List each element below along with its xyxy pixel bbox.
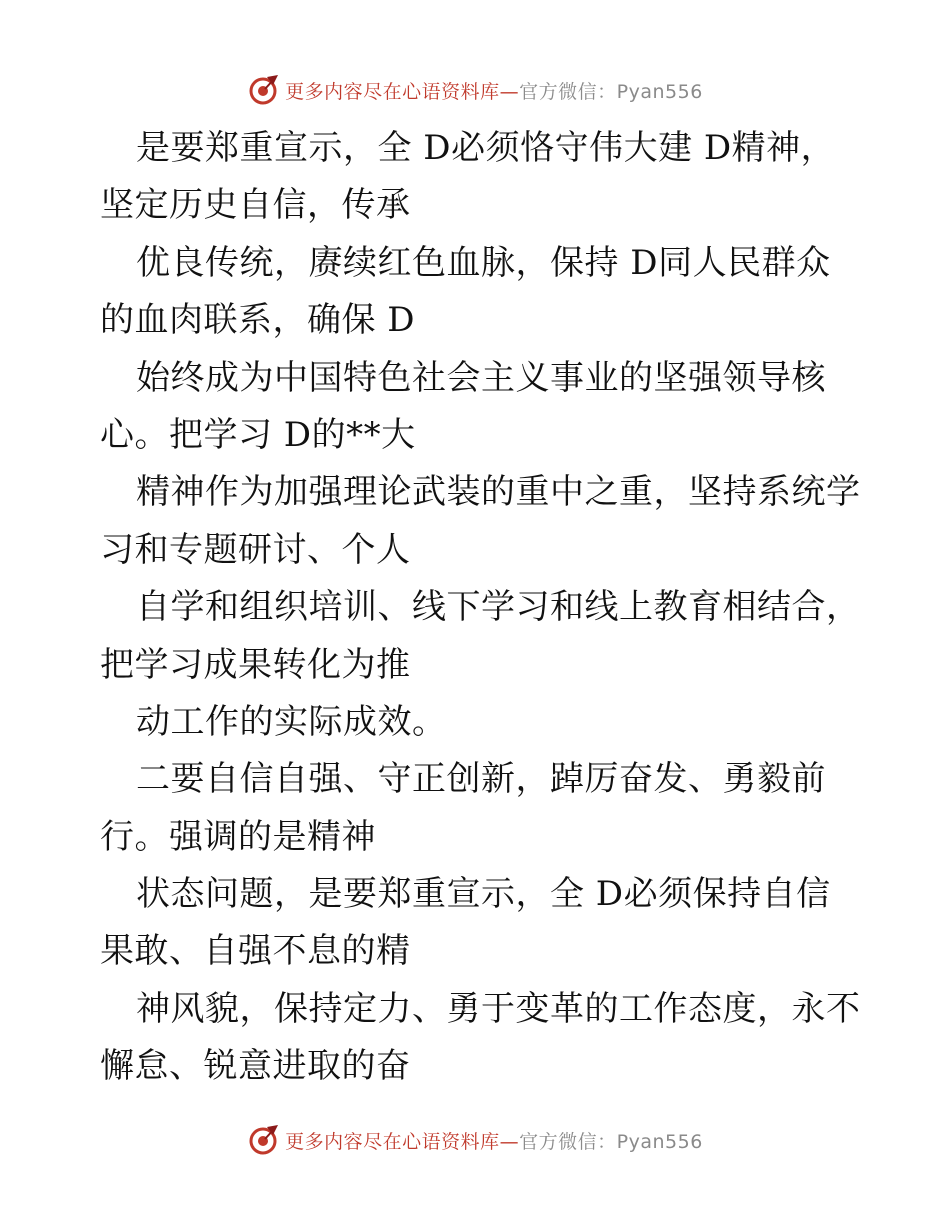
text-line: 心。把学习 D的**大	[100, 414, 416, 455]
text-line: 二要自信自强、守正创新，踔厉奋发、勇毅前	[136, 759, 826, 800]
header-text	[285, 77, 703, 104]
text-line: 把学习成果转化为推	[100, 644, 411, 685]
text-line: 行。强调的是精神	[100, 816, 376, 857]
text-line: 神风貌，保持定力、勇于变革的工作态度，永不	[136, 988, 861, 1029]
text-line: 是要郑重宣示，全 D必须恪守伟大建 D精神，	[136, 128, 836, 168]
text-line: 精神作为加强理论武装的重中之重，坚持系统学	[136, 472, 861, 513]
text-line: 自学和组织培训、线下学习和线上教育相结合，	[136, 587, 861, 628]
text-line: 优良传统，赓续红色血脉，保持 D同人民群众	[136, 242, 831, 283]
text-line: 状态问题，是要郑重宣示，全 D必须保持自信	[136, 874, 831, 915]
text-line: 坚定历史自信，传承	[100, 185, 411, 226]
header-banner	[0, 70, 950, 110]
footer-slogan: 更多内容尽在心语资料库—	[285, 1130, 520, 1153]
text-line: 动工作的实际成效。	[136, 701, 447, 742]
text-line: 果敢、自强不息的精	[100, 931, 411, 972]
header-slogan: 更多内容尽在心语资料库—	[285, 80, 520, 103]
text-line: 的血肉联系，确保 D	[100, 300, 416, 341]
text-line: 始终成为中国特色社会主义事业的坚强领导核	[136, 357, 826, 398]
footer-text	[285, 1127, 703, 1154]
footer-wechat: 官方微信：Pyan556	[519, 1130, 703, 1153]
document-body	[100, 120, 880, 1096]
text-line: 懈怠、锐意进取的奋	[100, 1046, 411, 1087]
header-wechat: 官方微信：Pyan556	[519, 80, 703, 103]
footer-banner	[0, 1120, 950, 1160]
text-line: 习和专题研讨、个人	[100, 529, 411, 570]
quill-logo-icon	[247, 1123, 281, 1157]
quill-logo-icon	[247, 73, 281, 107]
